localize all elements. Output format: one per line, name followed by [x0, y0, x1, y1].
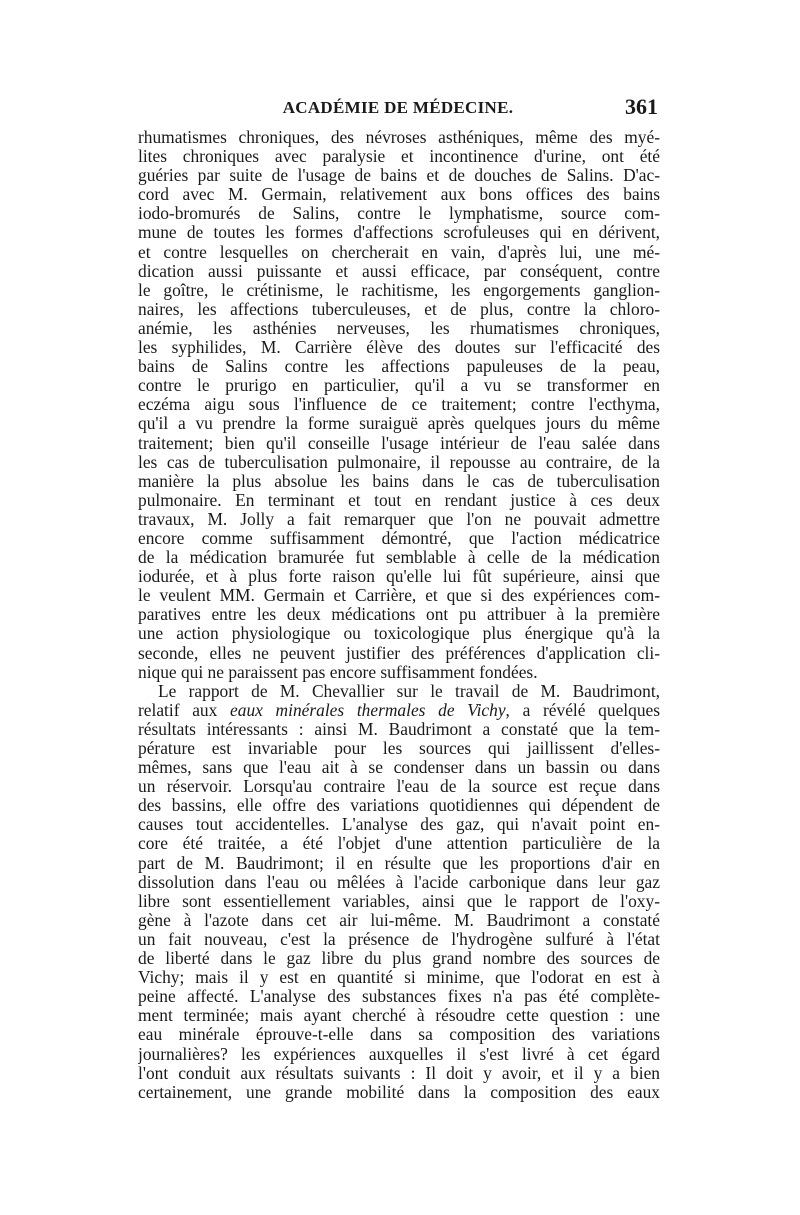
text-line: ment terminée; mais ayant cherché à résoudre cette question : une	[138, 1006, 660, 1026]
text-line: résultats intéressants : ainsi M. Baudrimont a constaté que la tem-	[138, 719, 660, 739]
text-line: eczéma aigu sous l'influence de ce traitement; contre l'ecthyma,	[138, 395, 660, 415]
page-header	[138, 94, 658, 128]
text-line: iodo-bromurés de Salins, contre le lymphatisme, source com-	[138, 204, 660, 224]
text-segment: relatif aux	[138, 700, 231, 720]
text-line: nique qui ne paraissent pas encore suffisamment fondées.	[138, 662, 538, 682]
text-line: une action physiologique ou toxicologique plus énergique qu'à la	[138, 624, 660, 644]
running-head: ACADÉMIE DE MÉDECINE.	[282, 98, 514, 117]
text-line: qu'il a vu prendre la forme suraiguë après quelques jours du même	[138, 414, 660, 434]
text-line: gène à l'azote dans cet air lui-même. M. Baudrimont a constaté	[138, 910, 660, 930]
text-line: mêmes, sans que l'eau ait à se condenser dans un bassin ou dans	[138, 758, 660, 778]
text-line: seconde, elles ne peuvent justifier des préférences d'application cli-	[138, 643, 660, 663]
text-line: journalières? les expériences auxquelles il s'est livré à cet égard	[138, 1044, 660, 1064]
text-line: travaux, M. Jolly a fait remarquer que l'on ne pouvait admettre	[138, 509, 660, 529]
text-line: pulmonaire. En terminant et tout en rendant justice à ces deux	[138, 490, 660, 510]
text-line: le goître, le crétinisme, le rachitisme, les engorgements ganglion-	[138, 280, 660, 300]
text-line-with-italic	[138, 701, 660, 720]
text-line: le veulent MM. Germain et Carrière, et que si des expériences com-	[138, 586, 660, 606]
text-line: guéries par suite de l'usage de bains et de douches de Salins. D'ac-	[138, 166, 660, 186]
text-line: bains de Salins contre les affections papuleuses de la peau,	[138, 357, 660, 377]
text-line: contre le prurigo en particulier, qu'il a vu se transformer en	[138, 376, 660, 396]
text-line: un réservoir. Lorsqu'au contraire l'eau de la source est reçue dans	[138, 777, 660, 797]
text-line: des bassins, elle offre des variations quotidiennes qui dépendent de	[138, 796, 660, 816]
text-line: mune de toutes les formes d'affections scrofuleuses qui en dérivent,	[138, 223, 660, 243]
text-line: anémie, les asthénies nerveuses, les rhumatismes chroniques,	[138, 318, 660, 338]
italic-title: eaux minérales thermales de Vichy	[230, 700, 506, 720]
paragraph-start-line: Le rapport de M. Chevallier sur le travail de M. Baudrimont,	[158, 681, 660, 701]
text-line: les cas de tuberculisation pulmonaire, il repousse au contraire, de la	[138, 452, 660, 472]
text-line: eau minérale éprouve-t-elle dans sa composition des variations	[138, 1025, 660, 1045]
text-line: traitement; bien qu'il conseille l'usage intérieur de l'eau salée dans	[138, 433, 660, 453]
text-line: libre sont essentiellement variables, ainsi que le rapport de l'oxy-	[138, 891, 660, 911]
text-line: paratives entre les deux médications ont pu attribuer à la première	[138, 605, 660, 625]
text-line: et contre lesquelles on chercherait en vain, d'après lui, une mé-	[138, 242, 660, 262]
text-line: pérature est invariable pour les sources qui jaillissent d'elles-	[138, 739, 660, 758]
text-line: core été traitée, a été l'objet d'une attention particulière de la	[138, 834, 660, 854]
page-number: 361	[625, 94, 658, 119]
text-line: encore comme suffisamment démontré, que l'action médicatrice	[138, 528, 660, 548]
text-segment: , a révélé quelques	[505, 700, 660, 720]
text-line: de la médication bramurée fut semblable à celle de la médication	[138, 548, 660, 568]
text-line: dication aussi puissante et aussi efficace, par conséquent, contre	[138, 261, 660, 281]
text-line: dissolution dans l'eau ou mêlées à l'acide carbonique dans leur gaz	[138, 872, 660, 892]
text-line: lites chroniques avec paralysie et incontinence d'urine, ont été	[138, 147, 660, 167]
text-line: un fait nouveau, c'est la présence de l'hydrogène sulfuré à l'état	[138, 929, 660, 949]
text-line: de liberté dans le gaz libre du plus grand nombre des sources de	[138, 949, 660, 969]
text-line: part de M. Baudrimont; il en résulte que les proportions d'air en	[138, 853, 660, 873]
text-line: rhumatismes chroniques, des névroses asthéniques, même des myé-	[138, 128, 660, 147]
text-line: iodurée, et à plus forte raison qu'elle lui fût supérieure, ainsi que	[138, 567, 660, 587]
text-line: les syphilides, M. Carrière élève des doutes sur l'efficacité des	[138, 338, 660, 358]
text-line: manière la plus absolue les bains dans le cas de tuberculisation	[138, 471, 660, 491]
text-line: cord avec M. Germain, relativement aux bons offices des bains	[138, 185, 660, 205]
text-line: peine affecté. L'analyse des substances fixes n'a pas été complète-	[138, 987, 660, 1007]
text-line: l'ont conduit aux résultats suivants : Il doit y avoir, et il y a bien	[138, 1063, 660, 1083]
text-line: Vichy; mais il y est en quantité si minime, que l'odorat en est à	[138, 968, 660, 988]
text-line: causes tout accidentelles. L'analyse des gaz, qui n'avait point en-	[138, 815, 660, 835]
body-text	[138, 128, 660, 1102]
text-line: certainement, une grande mobilité dans la composition des eaux	[138, 1082, 660, 1102]
text-line: naires, les affections tuberculeuses, et de plus, contre la chloro-	[138, 299, 660, 319]
